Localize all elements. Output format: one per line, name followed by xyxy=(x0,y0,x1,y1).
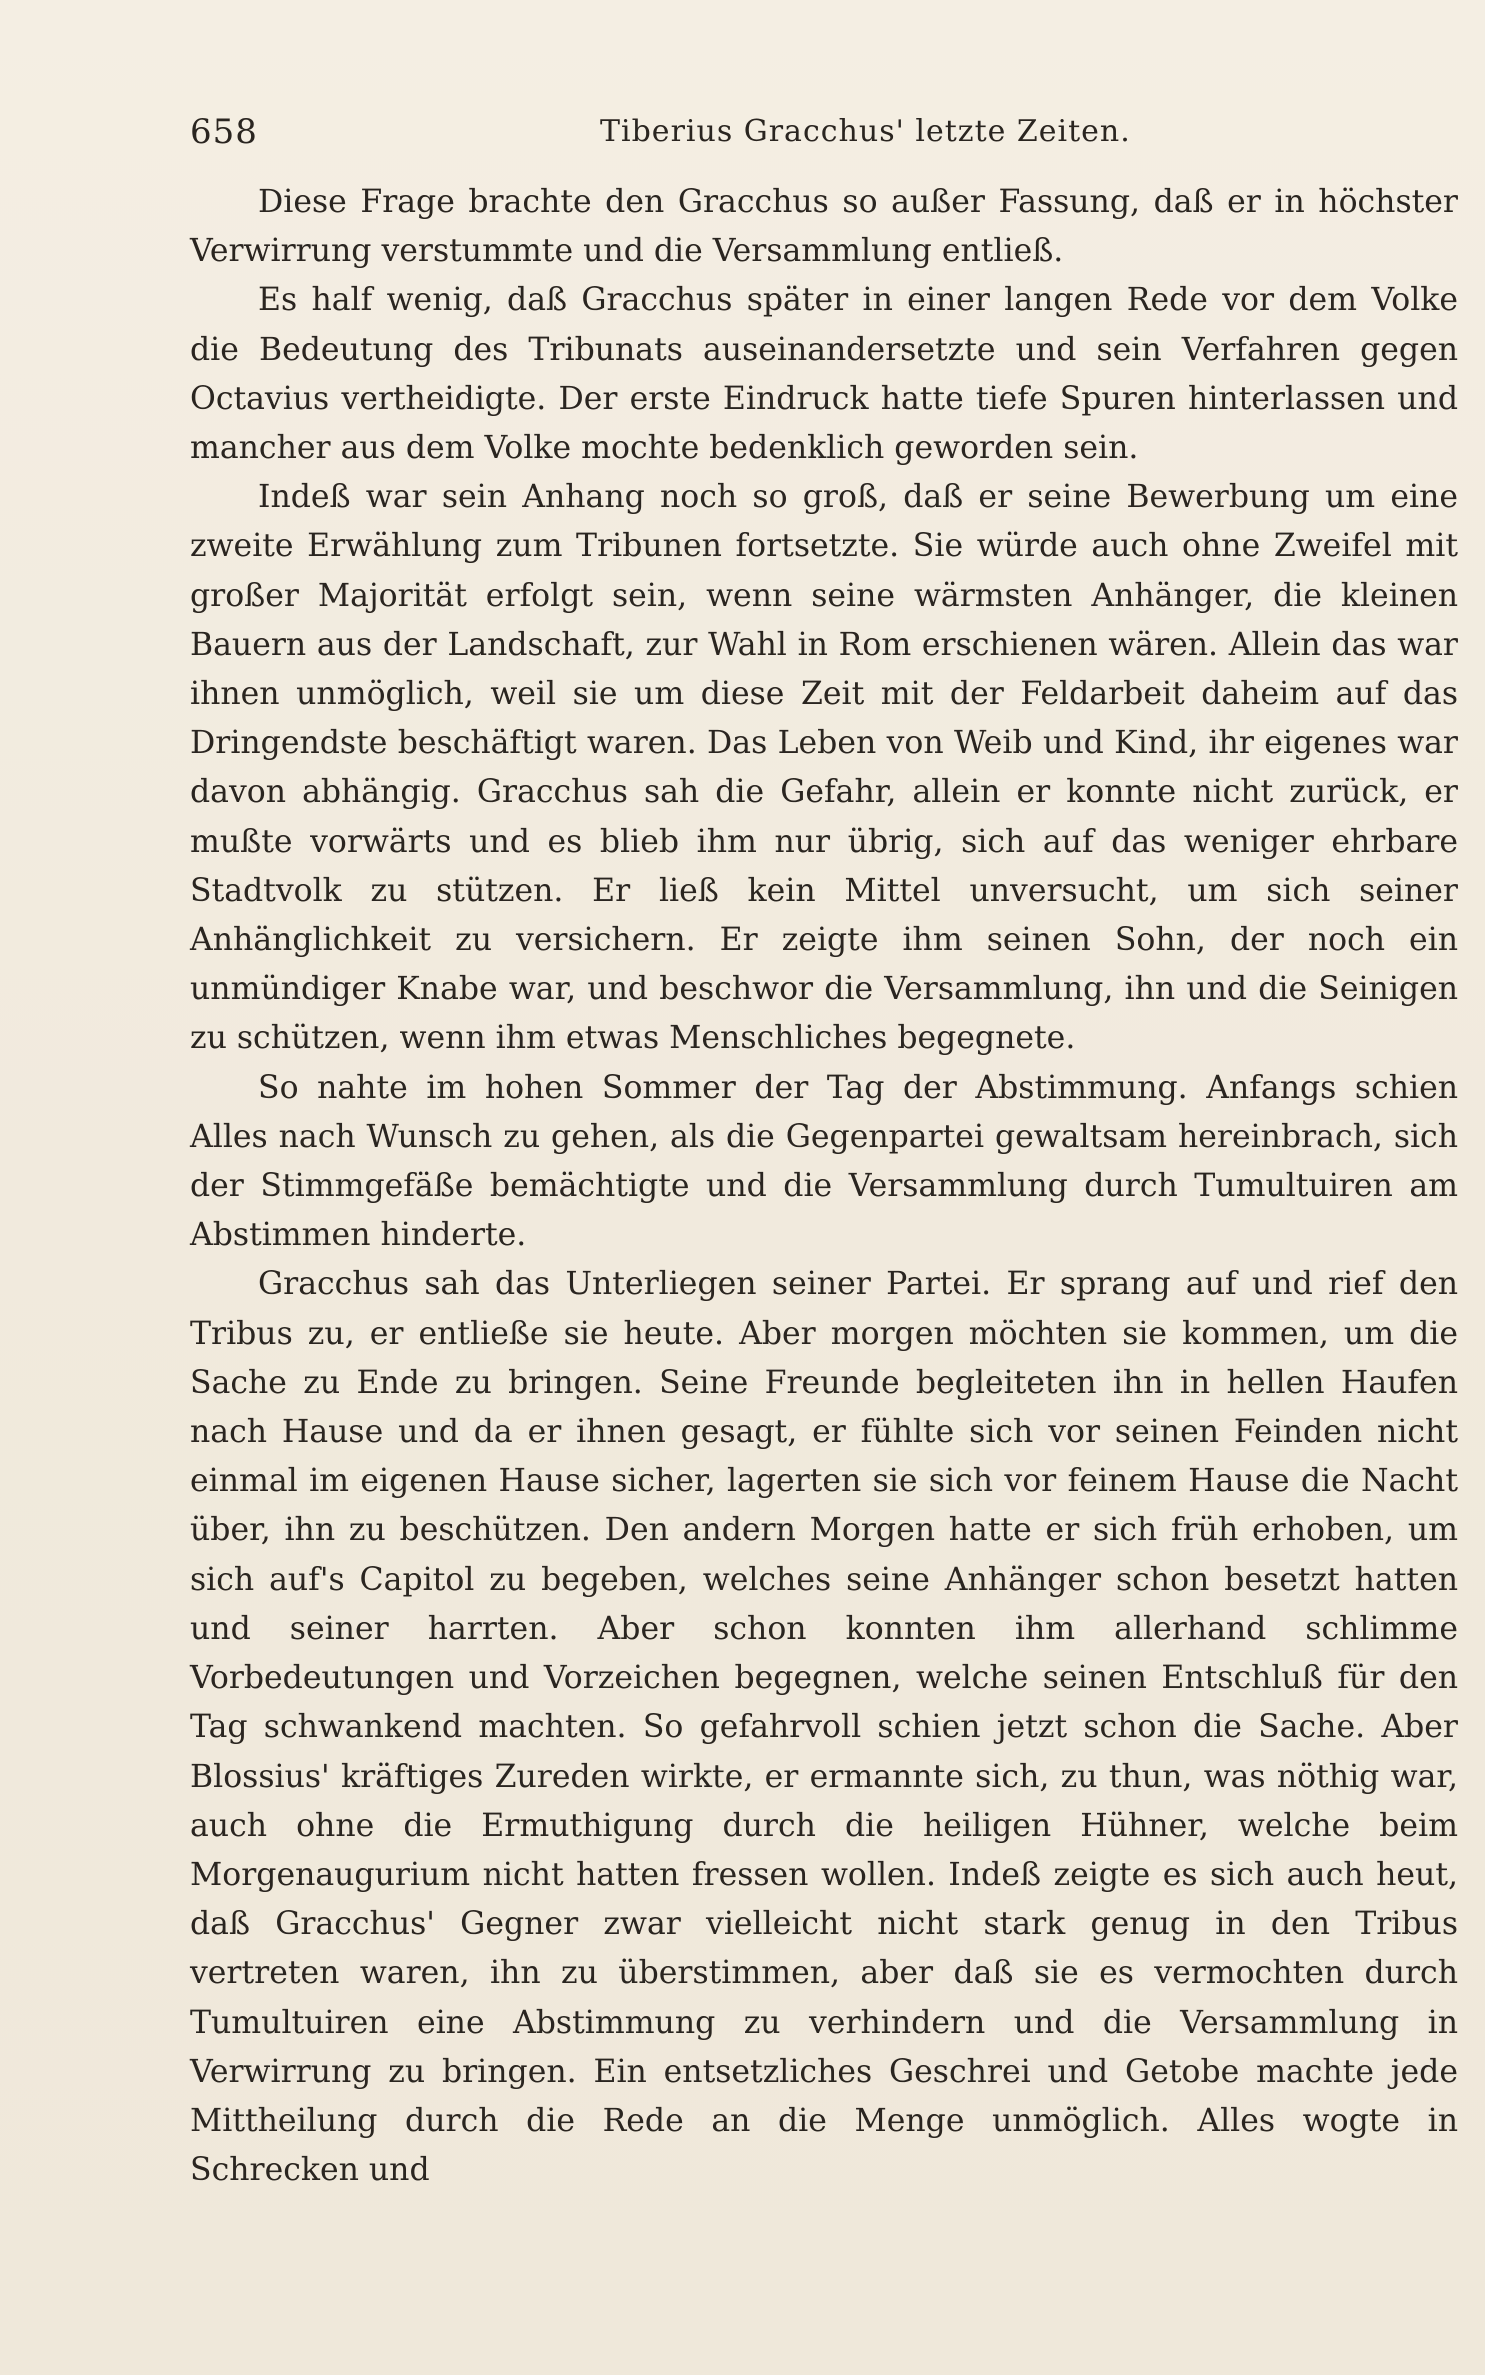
paragraph: Gracchus sah das Unterliegen seiner Partei. Er sprang auf und rief den Tribus zu, er entließe sie heute. Aber morgen möchten sie kommen, um die Sache zu Ende zu bringen. Seine Freunde begleiteten ihn in hellen Haufen nach Hause und da er ihnen gesagt, er fühlte sich vor seinen Feinden nicht einmal im eigenen Hause sicher, lagerten sie sich vor feinem Hause die Nacht über, ihn zu beschützen. Den andern Morgen hatte er sich früh erhoben, um sich auf's Capitol zu begeben, welches seine Anhänger schon besetzt hatten und seiner harrten. Aber schon konnten ihm allerhand schlimme Vorbedeutungen und Vorzeichen begegnen, welche seinen Entschluß für den Tag schwankend machten. So gefahrvoll schien jetzt schon die Sache. Aber Blossius' kräftiges Zureden wirkte, er ermannte sich, zu thun, was nöthig war, auch ohne die Ermuthigung durch die heiligen Hühner, welche beim Morgenaugurium nicht hatten fressen wollen. Indeß zeigte es sich auch heut, daß Gracchus' Gegner zwar vielleicht nicht stark genug in den Tribus vertreten waren, ihn zu überstimmen, aber daß sie es vermochten durch Tumultuiren eine Abstimmung zu verhindern und die Versammlung in Verwirrung zu bringen. Ein entsetzliches Geschrei und Getobe machte jede Mittheilung durch die Rede an die Menge unmöglich. Alles wogte in Schrecken und xyxy=(190,1266,1458,2189)
paragraph: So nahte im hohen Sommer der Tag der Abstimmung. Anfangs schien Alles nach Wunsch zu gehen, als die Gegenpartei gewaltsam hereinbrach, sich der Stimmgefäße bemächtigte und die Versammlung durch Tumultuiren am Abstimmen hinderte. xyxy=(190,1069,1458,1254)
page-number: 658 xyxy=(190,112,258,152)
page-header xyxy=(190,108,1460,156)
body-text xyxy=(190,178,1458,2195)
paragraph: Indeß war sein Anhang noch so groß, daß er seine Bewerbung um eine zweite Erwählung zum Tribunen fortsetzte. Sie würde auch ohne Zweifel mit großer Majorität erfolgt sein, wenn seine wärmsten Anhänger, die kleinen Bauern aus der Landschaft, zur Wahl in Rom erschienen wären. Allein das war ihnen unmöglich, weil sie um diese Zeit mit der Feldarbeit daheim auf das Dringendste beschäftigt waren. Das Leben von Weib und Kind, ihr eigenes war davon abhängig. Gracchus sah die Gefahr, allein er konnte nicht zurück, er mußte vorwärts und es blieb ihm nur übrig, sich auf das weniger ehrbare Stadtvolk zu stützen. Er ließ kein Mittel unversucht, um sich seiner Anhänglichkeit zu versichern. Er zeigte ihm seinen Sohn, der noch ein unmündiger Knabe war, und beschwor die Versammlung, ihn und die Seinigen zu schützen, wenn ihm etwas Menschliches begegnete. xyxy=(190,479,1458,1057)
paragraph: Es half wenig, daß Gracchus später in einer langen Rede vor dem Volke die Bedeutung des Tribunats auseinandersetzte und sein Verfahren gegen Octavius vertheidigte. Der erste Eindruck hatte tiefe Spuren hinterlassen und mancher aus dem Volke mochte bedenklich geworden sein. xyxy=(190,282,1458,467)
paragraph: Diese Frage brachte den Gracchus so außer Fassung, daß er in höchster Verwirrung verstummte und die Versammlung entließ. xyxy=(190,184,1458,270)
running-title: Tiberius Gracchus' letzte Zeiten. xyxy=(600,114,1131,149)
